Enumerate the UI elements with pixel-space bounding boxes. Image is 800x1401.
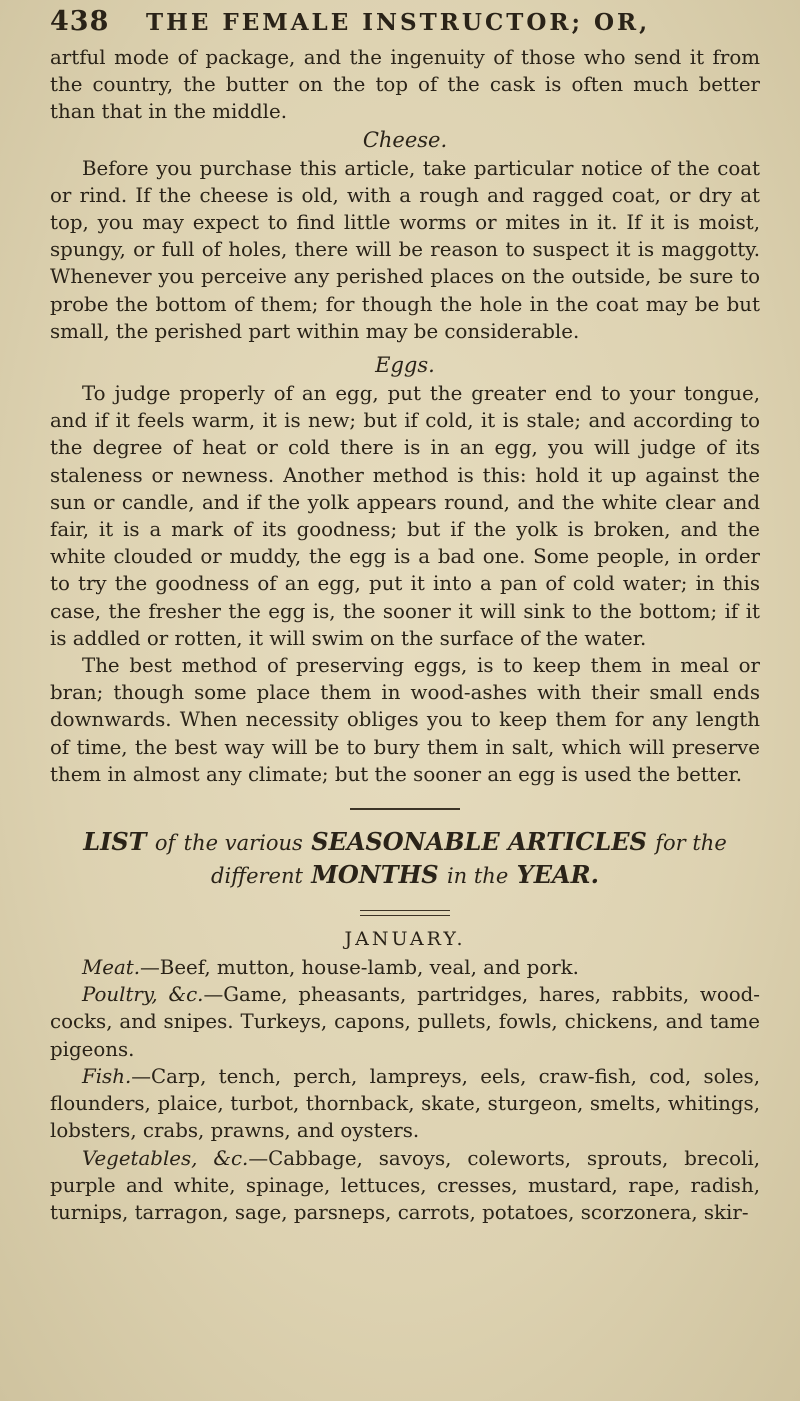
page-number: 438 [50,6,110,37]
list-title-divider [360,910,450,916]
meat-items: —Beef, mutton, house-lamb, veal, and pork. [140,956,579,980]
january-vegetables [50,1145,760,1227]
list-title-year: YEAR. [516,860,599,890]
poultry-items: —Game, pheasants, partridges, hares, rabbits, wood-cocks, and snipes. Turkeys, capons, pullets, fowls, chickens, and tame pigeons. [50,983,760,1061]
list-title [50,826,760,892]
cheese-paragraph: Before you purchase this article, take particular notice of the coat or rind. If the cheese is old, with a rough and ragged coat, or dry at top, you may expect to find little worms or mites in it. If it is moist, spungy, or full of holes, there will be reason to suspect it is maggotty. Whenever you perceive any perished places on the outside, be sure to probe the bottom of them; for though the hole in the coat may be but small, the perished part within may be considerable. [50,156,760,343]
section-divider [350,808,460,810]
list-title-in-the: in the [446,864,509,889]
january-fish [50,1063,760,1145]
list-title-different: different [211,864,303,889]
eggs-paragraph-2: The best method of preserving eggs, is to keep them in meal or bran; though some place them in wood-ashes with their small ends downwards. When necessity obliges you to keep them for any length of time, the best way will be to bury them in salt, which will preserve them in almost any climate; but the sooner an egg is used the better. [50,654,760,786]
poultry-label: Poultry, &c. [82,983,204,1007]
cheese-heading: Cheese. [362,127,448,152]
vegetables-items: —Cabbage, savoys, coleworts, sprouts, brecoli, purple and white, spinage, lettuces, cresses, mustard, rape, radish, turnips, tarragon, sage, parsneps, carrots, potatoes, scorzonera, skir- [50,1146,760,1224]
eggs-heading: Eggs. [375,353,435,378]
list-title-the-various: the various [183,831,303,856]
month-heading-january: JANUARY. [344,928,466,951]
list-title-for-the: for the [655,831,727,856]
vegetables-label: Vegetables, &c. [82,1146,249,1170]
list-title-seasonable-articles: SEASONABLE ARTICLES [311,827,647,857]
eggs-paragraph-1: To judge properly of an egg, put the greater end to your tongue, and if it feels warm, it is new; but if cold, it is stale; and according to the degree of heat or cold there is in an egg, you will judge of its staleness or newness. Another method is this: hold it up against the sun or candle, and if the yolk appears round, and the white clear and fair, it is a mark of its goodness; but if the yolk is broken, and the white clouded or muddy, the egg is a bad one. Some people, in order to try the goodness of an egg, put it into a pan of cold water; in this case, the fresher the egg is, the sooner it will sink to the bottom; if it is addled or rotten, it will swim on the surface of the water. [50,382,760,650]
january-meat [50,954,760,981]
fish-label: Fish. [82,1064,132,1088]
list-title-of: of [154,831,176,856]
page-header [50,6,760,44]
list-title-list: LIST [83,827,147,857]
january-poultry [50,981,760,1063]
list-title-months: MONTHS [311,860,439,890]
meat-label: Meat. [82,956,140,980]
running-title: THE FEMALE INSTRUCTOR; OR, [146,9,651,36]
fish-items: —Carp, tench, perch, lampreys, eels, craw-fish, cod, soles, flounders, plaice, turbot, thornback, skate, sturgeon, smelts, whitings, lobsters, crabs, prawns, and oysters. [50,1064,760,1143]
butter-paragraph-end: artful mode of package, and the ingenuity of those who send it from the country, the butter on the top of the cask is often much better than that in the middle. [50,46,760,124]
